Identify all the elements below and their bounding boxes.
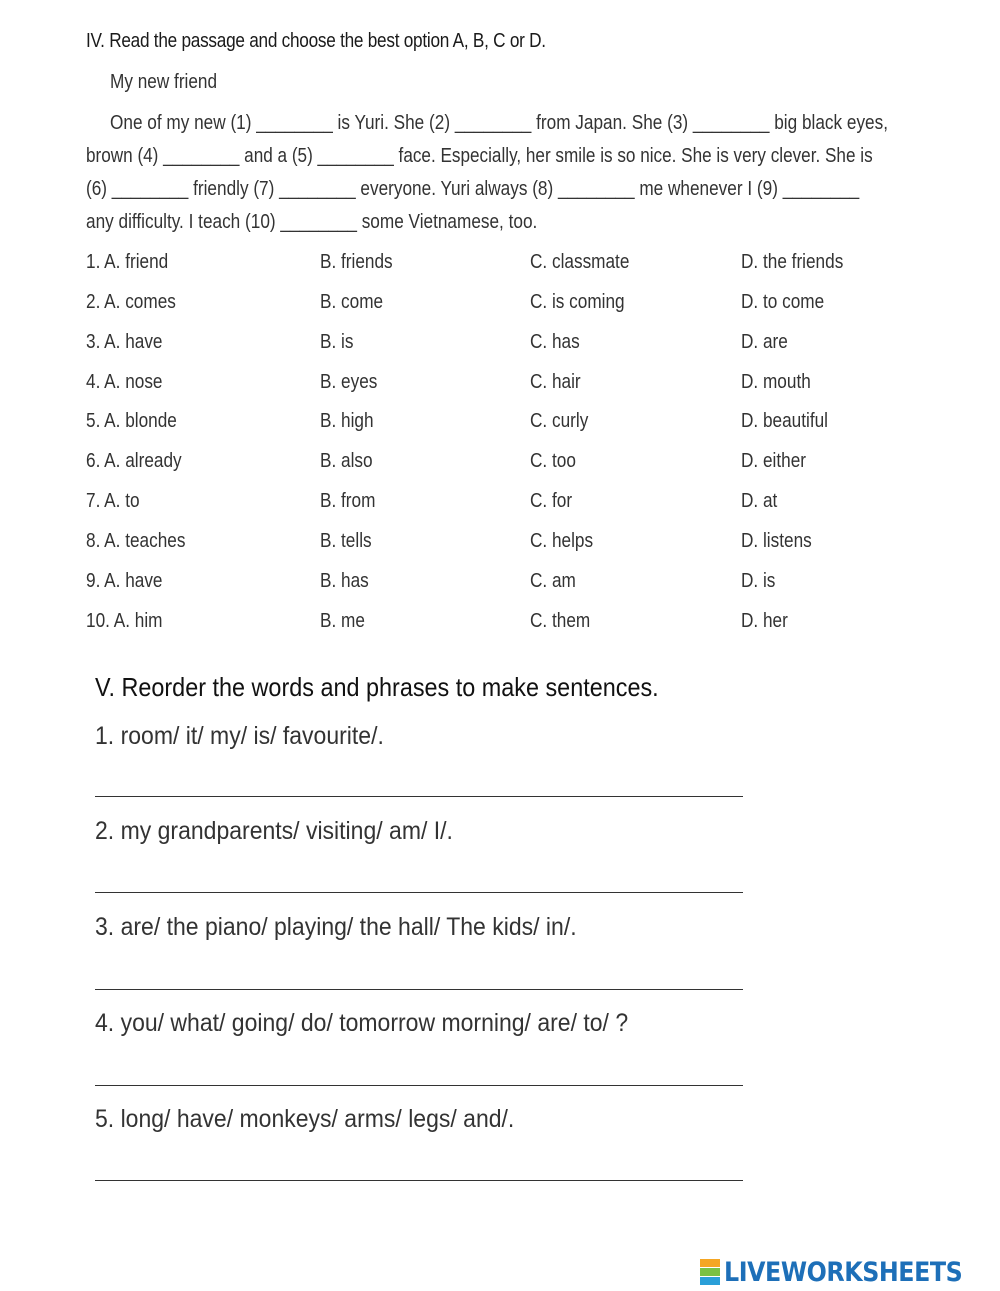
answer-line[interactable] xyxy=(95,989,743,990)
option-a[interactable]: 9. A. have xyxy=(86,570,163,592)
option-c[interactable]: C. has xyxy=(530,331,580,353)
option-b[interactable]: B. also xyxy=(320,450,373,472)
option-c[interactable]: C. them xyxy=(530,610,591,632)
option-c[interactable]: C. helps xyxy=(530,530,594,552)
option-b[interactable]: B. is xyxy=(320,331,354,353)
section-4-title: IV. Read the passage and choose the best option A, B, C or D. xyxy=(86,30,546,52)
reorder-item: 1. room/ it/ my/ is/ favourite/. xyxy=(95,722,384,750)
logo-icon xyxy=(700,1259,720,1285)
option-a[interactable]: 5. A. blonde xyxy=(86,410,177,432)
option-d[interactable]: D. listens xyxy=(741,530,812,552)
passage-line: brown (4) ________ and a (5) ________ face. Especially, her smile is so nice. She is very clever. She is xyxy=(86,145,873,167)
reorder-item: 5. long/ have/ monkeys/ arms/ legs/ and/. xyxy=(95,1105,515,1133)
option-c[interactable]: C. too xyxy=(530,450,576,472)
option-a[interactable]: 1. A. friend xyxy=(86,251,169,273)
option-b[interactable]: B. has xyxy=(320,570,369,592)
option-d[interactable]: D. to come xyxy=(741,291,825,313)
option-d[interactable]: D. are xyxy=(741,331,788,353)
passage-line: any difficulty. I teach (10) ________ some Vietnamese, too. xyxy=(86,211,538,233)
option-d[interactable]: D. is xyxy=(741,570,776,592)
option-c[interactable]: C. for xyxy=(530,490,573,512)
option-d[interactable]: D. mouth xyxy=(741,371,811,393)
option-a[interactable]: 3. A. have xyxy=(86,331,163,353)
option-d[interactable]: D. at xyxy=(741,490,778,512)
answer-line[interactable] xyxy=(95,1180,743,1181)
option-a[interactable]: 4. A. nose xyxy=(86,371,163,393)
option-a[interactable]: 10. A. him xyxy=(86,610,163,632)
option-b[interactable]: B. come xyxy=(320,291,384,313)
option-b[interactable]: B. tells xyxy=(320,530,372,552)
option-d[interactable]: D. either xyxy=(741,450,807,472)
passage-line: (6) ________ friendly (7) ________ everyone. Yuri always (8) ________ me whenever I (9) ________ xyxy=(86,178,860,200)
option-d[interactable]: D. beautiful xyxy=(741,410,829,432)
answer-line[interactable] xyxy=(95,1085,743,1086)
answer-line[interactable] xyxy=(95,796,743,797)
reorder-item: 4. you/ what/ going/ do/ tomorrow morning/ are/ to/ ? xyxy=(95,1009,629,1037)
option-b[interactable]: B. me xyxy=(320,610,365,632)
liveworksheets-logo[interactable] xyxy=(700,1257,995,1287)
option-c[interactable]: C. am xyxy=(530,570,576,592)
option-b[interactable]: B. eyes xyxy=(320,371,378,393)
option-a[interactable]: 6. A. already xyxy=(86,450,182,472)
section-5-title: V. Reorder the words and phrases to make sentences. xyxy=(95,672,659,702)
option-c[interactable]: C. classmate xyxy=(530,251,630,273)
option-d[interactable]: D. the friends xyxy=(741,251,844,273)
option-b[interactable]: B. high xyxy=(320,410,374,432)
option-a[interactable]: 8. A. teaches xyxy=(86,530,186,552)
reorder-item: 3. are/ the piano/ playing/ the hall/ The kids/ in/. xyxy=(95,913,577,941)
logo-text: LIVEWORKSHEETS xyxy=(724,1256,963,1288)
option-a[interactable]: 2. A. comes xyxy=(86,291,176,313)
reorder-item: 2. my grandparents/ visiting/ am/ I/. xyxy=(95,817,453,845)
option-c[interactable]: C. curly xyxy=(530,410,589,432)
passage-title: My new friend xyxy=(110,71,218,93)
passage-line: One of my new (1) ________ is Yuri. She (2) ________ from Japan. She (3) ________ big black eyes, xyxy=(110,112,888,134)
option-b[interactable]: B. friends xyxy=(320,251,393,273)
option-d[interactable]: D. her xyxy=(741,610,788,632)
option-a[interactable]: 7. A. to xyxy=(86,490,140,512)
option-b[interactable]: B. from xyxy=(320,490,376,512)
option-c[interactable]: C. hair xyxy=(530,371,581,393)
option-c[interactable]: C. is coming xyxy=(530,291,625,313)
answer-line[interactable] xyxy=(95,892,743,893)
